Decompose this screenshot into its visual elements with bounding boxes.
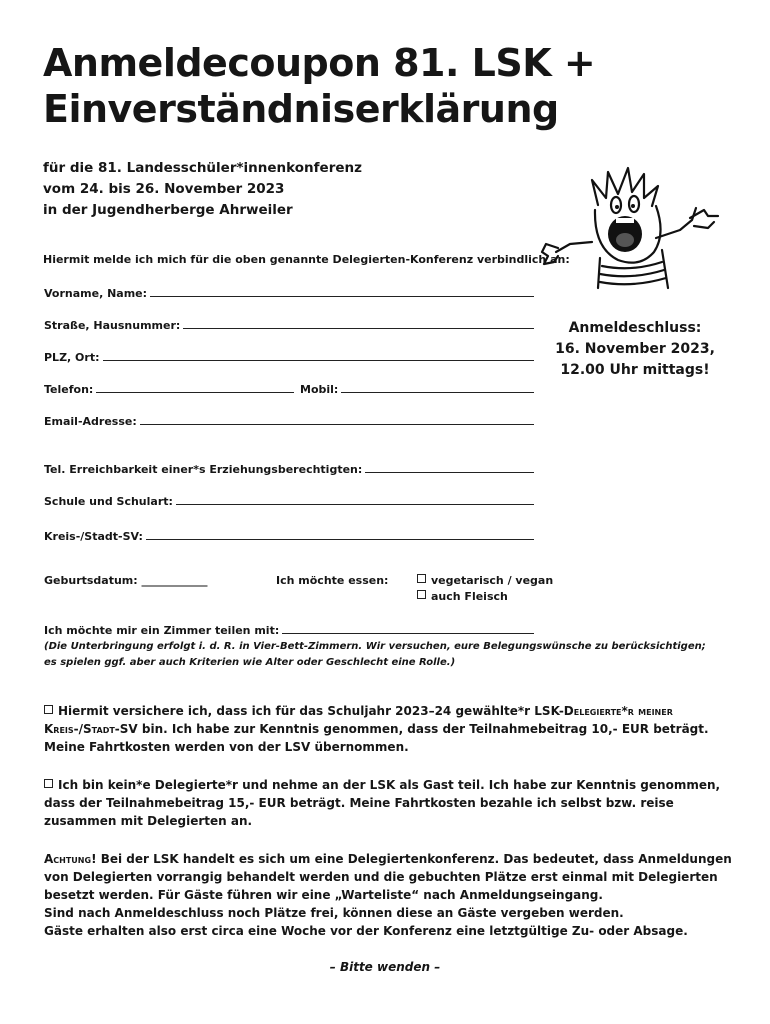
name-field[interactable] — [44, 284, 534, 300]
name-line[interactable] — [150, 295, 534, 297]
meat-label: auch Fleisch — [431, 590, 508, 603]
guest-line-2: dass der Teilnahmebeitrag 15,- EUR beträgt. Meine Fahrtkosten bezahle ich selbst bzw. reise — [44, 796, 674, 810]
birthdate-label: Geburtsdatum: — [44, 574, 138, 587]
phone-label: Telefon: — [44, 383, 94, 396]
delegate-declaration — [44, 702, 724, 756]
school-label: Schule und Schulart: — [44, 495, 173, 508]
event-subtitle — [43, 158, 362, 221]
room-note — [44, 639, 706, 671]
email-label: Email-Adresse: — [44, 415, 137, 428]
guest-checkbox[interactable] — [44, 779, 53, 788]
deadline-line-3: 12.00 Uhr mittags! — [560, 362, 710, 378]
city-field[interactable] — [44, 348, 534, 364]
city-line[interactable] — [103, 359, 535, 361]
delegate-role: LSK-Delegierte*r meiner — [534, 704, 673, 718]
mobile-label: Mobil: — [300, 383, 339, 396]
subtitle-line-1: für die 81. Landesschüler*innenkonferenz — [43, 160, 362, 176]
food-label: Ich möchte essen: — [276, 574, 389, 587]
please-turn-over: – Bitte wenden – — [329, 960, 441, 974]
subtitle-line-2: vom 24. bis 26. November 2023 — [43, 181, 285, 197]
email-field[interactable] — [44, 412, 534, 428]
page-title — [43, 40, 595, 132]
guest-declaration — [44, 776, 724, 830]
delegate-line-3: Meine Fahrtkosten werden von der LSV übernommen. — [44, 740, 409, 754]
delegate-text-d: bin. Ich habe zur Kenntnis genommen, dass der Teilnahmebeitrag 10,- EUR beträgt. — [137, 722, 709, 736]
guardian-phone-line[interactable] — [365, 471, 534, 473]
mobile-field[interactable] — [300, 380, 534, 396]
guest-line-3: zusammen mit Delegierten an. — [44, 814, 253, 828]
delegate-district: Kreis-/Stadt-SV — [44, 722, 138, 736]
mobile-line[interactable] — [341, 391, 534, 393]
district-sv-line[interactable] — [146, 538, 534, 540]
birthdate-field[interactable] — [44, 574, 208, 587]
phone-field[interactable] — [44, 380, 294, 396]
district-sv-field[interactable] — [44, 527, 534, 543]
street-line[interactable] — [183, 327, 534, 329]
email-line[interactable] — [140, 423, 534, 425]
delegate-text-a: Hiermit versichere ich, dass ich für das Schuljahr 2023–24 gewählte*r — [58, 704, 535, 718]
attention-line-2: von Delegierten vorrangig behandelt werden und die gebuchten Plätze erst einmal mit Delegierten — [44, 870, 718, 884]
phone-line[interactable] — [96, 391, 294, 393]
guest-line-1 — [44, 776, 724, 794]
room-share-line[interactable] — [282, 632, 534, 634]
street-label: Straße, Hausnummer: — [44, 319, 181, 332]
deadline-line-2: 16. November 2023, — [555, 341, 715, 357]
attention-line-5: Gäste erhalten also erst circa eine Woche vor der Konferenz eine letztgültige Zu- oder Absage. — [44, 924, 688, 938]
attention-label: Achtung! — [44, 852, 97, 866]
subtitle-line-3: in der Jugendherberge Ahrweiler — [43, 202, 293, 218]
registration-intro: Hiermit melde ich mich für die oben genannte Delegierten-Konferenz verbindlich an: — [43, 253, 570, 266]
attention-text-1: Bei der LSK handelt es sich um eine Delegiertenkonferenz. Das bedeutet, dass Anmeldungen — [96, 852, 732, 866]
street-field[interactable] — [44, 316, 534, 332]
title-line-2: Einverständniserklärung — [43, 87, 559, 131]
guardian-phone-field[interactable] — [44, 460, 534, 476]
attention-line-4: Sind nach Anmeldeschluss noch Plätze frei, können diese an Gäste vergeben werden. — [44, 906, 624, 920]
title-line-1: Anmeldecoupon 81. LSK + — [43, 41, 596, 85]
city-label: PLZ, Ort: — [44, 351, 100, 364]
guardian-phone-label: Tel. Erreichbarkeit einer*s Erziehungsberechtigten: — [44, 463, 363, 476]
delegate-line-2 — [44, 720, 724, 738]
room-share-label: Ich möchte mir ein Zimmer teilen mit: — [44, 624, 280, 637]
school-line[interactable] — [176, 503, 534, 505]
shouting-kid-illustration — [540, 160, 725, 290]
guest-text-1: Ich bin kein*e Delegierte*r und nehme an der LSK als Gast teil. Ich habe zur Kenntnis genommen, — [58, 778, 721, 792]
birthdate-blank[interactable]: ____________ — [141, 574, 208, 587]
food-option-meat[interactable] — [417, 590, 508, 603]
attention-line-1 — [44, 850, 732, 868]
attention-line-3: besetzt werden. Für Gäste führen wir eine „Warteliste“ nach Anmeldungseingang. — [44, 888, 603, 902]
vegetarian-label: vegetarisch / vegan — [431, 574, 554, 587]
attention-notice — [44, 850, 732, 940]
room-note-line-1: (Die Unterbringung erfolgt i. d. R. in Vier-Bett-Zimmern. Wir versuchen, eure Belegungswünsche zu berücksichtigen; — [44, 641, 706, 652]
delegate-line-1 — [44, 702, 724, 720]
registration-deadline — [555, 318, 715, 381]
room-note-line-2: es spielen ggf. aber auch Kriterien wie Alter oder Geschlecht eine Rolle.) — [44, 657, 456, 668]
vegetarian-checkbox[interactable] — [417, 574, 426, 583]
meat-checkbox[interactable] — [417, 590, 426, 599]
school-field[interactable] — [44, 492, 534, 508]
delegate-checkbox[interactable] — [44, 705, 53, 714]
food-option-vegetarian[interactable] — [417, 574, 553, 587]
district-sv-label: Kreis-/Stadt-SV: — [44, 530, 143, 543]
room-share-field[interactable] — [44, 621, 534, 637]
name-label: Vorname, Name: — [44, 287, 148, 300]
deadline-line-1: Anmeldeschluss: — [568, 320, 702, 336]
